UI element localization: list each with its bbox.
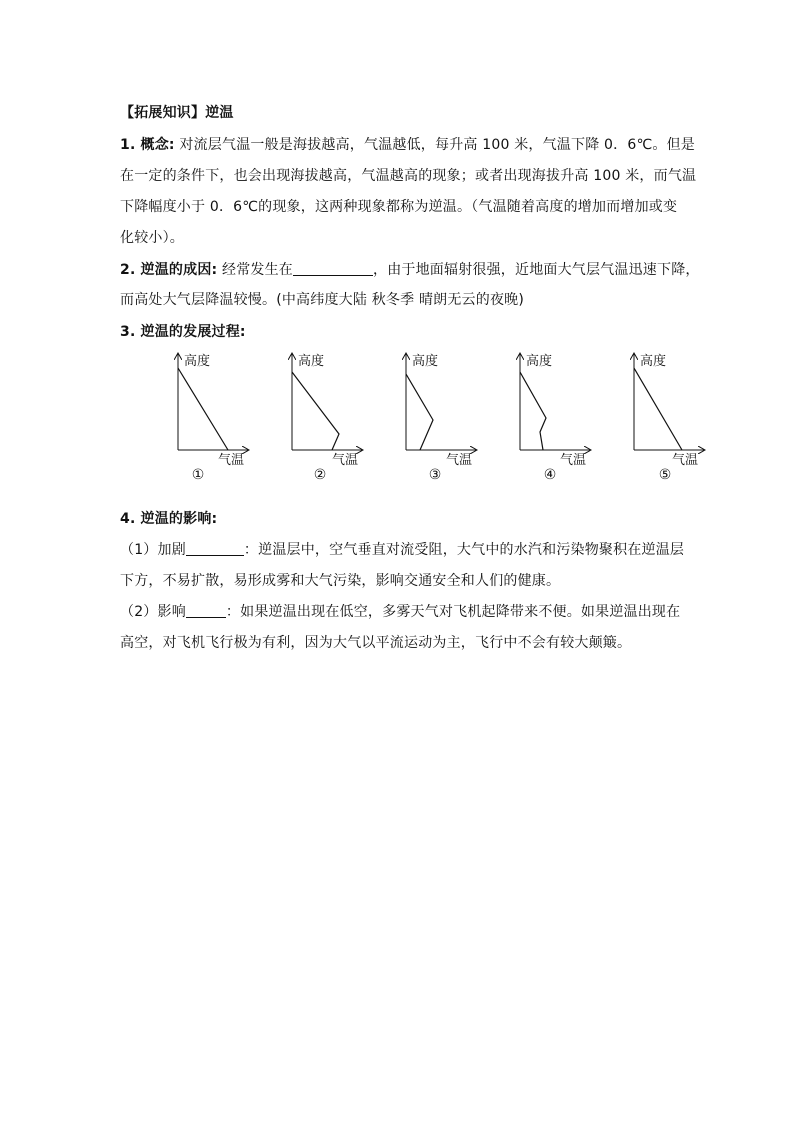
impact-item-1-text: ：逆温层中，空气垂直对流受阻，大气中的水汽和污染物聚积在逆温层 <box>243 542 685 558</box>
concept-line-2: 在一定的条件下，也会出现海拔越高，气温越高的现象；或者出现海拔升高 100 米，而气温 <box>120 168 697 184</box>
concept-line-3: 下降幅度小于 0．6℃的现象，这两种现象都称为逆温。（气温随着高度的增加而增加或变 <box>120 199 678 215</box>
cause-line-2: 而高处大气层降温较慢。(中高纬度大陆 秋冬季 晴朗无云的夜晚) <box>120 292 525 308</box>
cause-label: 2. 逆温的成因: <box>120 262 218 278</box>
stage-diagram-4 <box>520 353 590 483</box>
inversion-process-diagrams <box>120 348 720 488</box>
cause-text-after: ，由于地面辐射很强，近地面大气层气温迅速下降， <box>373 262 700 278</box>
stage-label-1: ① <box>191 467 205 483</box>
temperature-profile-4 <box>520 372 546 450</box>
cause-line-1 <box>120 260 700 280</box>
x-axis-label-5: 气温 <box>672 453 699 468</box>
impact-label: 4. 逆温的影响: <box>120 511 218 527</box>
concept-line-4: 化较小）。 <box>120 230 184 246</box>
y-axis-label-5: 高度 <box>640 354 667 369</box>
stage-diagram-1 <box>178 353 248 483</box>
inversion-diagrams-svg <box>120 348 720 488</box>
impact-item-1-line-2: 下方，不易扩散，易形成雾和大气污染，影响交通安全和人们的健康。 <box>120 573 561 589</box>
stage-diagram-2 <box>292 353 362 483</box>
temperature-profile-1 <box>178 368 228 450</box>
impact-item-2-line-1 <box>120 602 680 622</box>
concept-text-1: 对流层气温一般是海拔越高，气温越低，每升高 100 米，气温下降 0．6℃。但是 <box>179 137 695 153</box>
stage-diagram-3 <box>406 353 476 483</box>
y-axis-label-3: 高度 <box>412 354 439 369</box>
temperature-profile-5 <box>634 368 682 450</box>
impact-item-1-line-1 <box>120 540 684 560</box>
cause-answer-blank[interactable] <box>293 261 373 276</box>
stage-diagram-5 <box>634 353 704 483</box>
impact-item-2-blank[interactable] <box>186 603 226 618</box>
cause-text-before: 经常发生在 <box>222 262 293 278</box>
process-label: 3. 逆温的发展过程: <box>120 324 246 340</box>
impact-item-1-prefix: （1）加剧 <box>120 542 186 558</box>
stage-label-5: ⑤ <box>658 467 672 483</box>
x-axis-label-1: 气温 <box>218 453 245 468</box>
concept-line-1 <box>120 135 695 155</box>
impact-item-2-line-2: 高空，对飞机飞行极为有利，因为大气以平流运动为主，飞行中不会有较大颠簸。 <box>120 635 632 651</box>
x-axis-label-3: 气温 <box>446 453 473 468</box>
x-axis-label-2: 气温 <box>332 453 359 468</box>
stage-label-2: ② <box>313 467 327 483</box>
y-axis-label-4: 高度 <box>526 354 553 369</box>
stage-label-4: ④ <box>543 467 557 483</box>
impact-item-2-text: ：如果逆温出现在低空，多雾天气对飞机起降带来不便。如果逆温出现在 <box>225 604 681 620</box>
y-axis-label-1: 高度 <box>184 354 211 369</box>
x-axis-label-4: 气温 <box>560 453 587 468</box>
temperature-profile-3 <box>406 374 433 450</box>
impact-item-2-prefix: （2）影响 <box>120 604 186 620</box>
impact-item-1-blank[interactable] <box>186 541 244 556</box>
temperature-profile-2 <box>292 372 339 450</box>
y-axis-label-2: 高度 <box>298 354 325 369</box>
section-heading: 【拓展知识】逆温 <box>120 105 234 121</box>
stage-label-3: ③ <box>428 467 442 483</box>
concept-label: 1. 概念: <box>120 137 175 153</box>
